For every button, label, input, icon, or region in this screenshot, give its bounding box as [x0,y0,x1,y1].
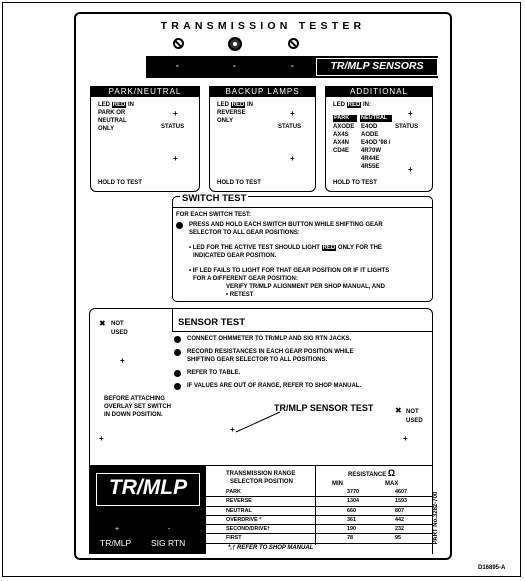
ad-col2-item: E4OD [361,124,378,130]
table-cell-min: 1304 [347,498,359,505]
sensor-step2-bullet [174,349,181,356]
tr-mlp-big-title: TR/MLP [108,476,188,499]
ad-col2-item: 4R55E [361,164,380,170]
table-row [206,506,433,515]
bk-hold[interactable]: HOLD TO TEST [217,180,261,186]
table-cell-max: 807 [395,507,404,514]
ad-col1-head: PARK [334,115,350,121]
table-max-head: MAX [385,481,399,487]
bk-led-line: LED RED IN [217,102,254,108]
switch-b1-c: INDICATED GEAR POSITION. [193,253,277,259]
switch-intro: FOR EACH SWITCH TEST: [176,212,251,218]
jack-right-mark: - [168,526,171,533]
switch-test-rule [172,207,433,208]
pn-led-line: LED RED IN [98,102,135,108]
ad-led-line: LED RED IN: [333,102,372,108]
figure-id: D16895-A [478,565,506,571]
knob-center-icon[interactable] [228,37,242,51]
table-row [206,515,433,524]
panel-additional-title: ADDITIONAL [325,86,433,97]
switch-b2-a: • IF LED FAILS TO LIGHT FOR THAT GEAR POSITION OR IF IT LIGHTS [189,268,390,274]
table-min-head: MIN [332,481,343,487]
sensor-step1: CONNECT OHMMETER TO TR/MLP AND SIG RTN JACKS. [187,336,352,342]
table-cell-min: 660 [347,507,356,514]
sensor-leader-line [228,410,288,436]
before-attaching-c: IN DOWN POSITION. [104,412,163,418]
ad-col2-item: E4OD '98 / [361,140,391,146]
part-number: PART No.3282-700 [433,491,439,545]
ad-col1-item: CD4E [333,148,350,154]
knob-right-icon[interactable] [288,38,299,49]
pn-line2: PARK OR [98,110,126,116]
ad-led-plus: + [408,109,413,118]
switch-test-title: SWITCH TEST [182,193,247,204]
table-row [206,525,433,534]
bottom-right-plus: + [403,434,408,443]
not-used-left-b: USED [111,330,128,336]
switch-b2-c: VERIFY TR/MLP ALIGNMENT PER SHOP MANUAL, AND [226,284,385,290]
tester-title: TRANSMISSION TESTER [160,20,366,32]
table-cell-min: 361 [347,516,356,523]
sensor-step4-bullet [174,383,181,390]
table-row [206,534,433,543]
resistance-table [206,488,433,544]
banner-title: TR/MLP SENSORS [330,60,424,72]
table-cell-pos: SECOND/DRIVE† [226,526,271,533]
table-cell-pos: REVERSE [226,498,252,505]
bottom-left-plus: + [99,434,104,443]
ad-col2-head: NEUTRAL [361,115,388,121]
banner-mark-left: - [176,61,179,70]
ad-col1-item: AX4N [333,140,350,146]
jack-left-mark: + [115,526,120,533]
jack-left-label: TR/MLP [100,538,132,548]
panel-park-neutral-title: PARK/NEUTRAL [90,86,200,97]
ad-col2-item: 4R44E [361,156,380,162]
sensor-step2-a: RECORD RESISTANCES IN EACH GEAR POSITION WHILE [187,349,354,355]
ad-col2-item: 4R70W [361,148,382,154]
ad-col1-item: AXODE [333,124,355,130]
not-used-right-b: USED [406,418,423,424]
switch-b2-d: • RETEST [226,292,254,298]
table-cell-max: 1593 [395,498,407,505]
table-cell-min: 78 [347,535,353,542]
sensor-center-plus: + [230,425,235,434]
ad-status: STATUS [395,124,419,130]
pn-led-plus: + [173,109,178,118]
sensor-test-label: TR/MLP SENSOR TEST [274,403,374,413]
pn-switch-plus: + [173,154,178,163]
pn-hold[interactable]: HOLD TO TEST [98,180,142,186]
sensor-step3: REFER TO TABLE. [187,370,241,376]
pn-line3: NEUTRAL [98,118,127,124]
banner-mark-right: - [291,61,294,70]
table-col-head-b: SELECTOR POSITION [230,479,293,485]
bk-line3: ONLY [217,118,234,124]
before-attaching-a: BEFORE ATTACHING [104,396,165,402]
switch-b1-line: • LED FOR THE ACTIVE TEST SHOULD LIGHT RED ONLY FOR THE [189,245,382,251]
not-used-left-icon: ✖ [99,319,106,328]
not-used-left-a: NOT [111,321,124,327]
table-cell-pos: NEUTRAL [226,507,252,514]
bk-switch-plus: + [290,154,295,163]
table-cell-pos: PARK [226,489,241,495]
bk-line2: REVERSE [217,110,246,116]
jack-right-label: SIG RTN [151,538,186,548]
sensor-step3-bullet [174,370,181,377]
switch-step1-a: PRESS AND HOLD EACH SWITCH BUTTON WHILE SHIFTING GEAR [189,222,383,228]
knob-left-icon[interactable] [173,38,184,49]
ad-switch-plus: + [408,165,413,174]
not-used-right-icon: ✖ [395,406,402,415]
ad-col2-item: AODE [361,132,379,138]
table-cell-min: 190 [347,526,356,533]
bk-status: STATUS [278,124,302,130]
table-row [206,497,433,506]
switch-b2-b: FOR A DIFFERENT GEAR POSITION: [193,276,298,282]
ad-col1-item: AX4S [333,132,349,138]
table-col-head-a: TRANSMISSION RANGE [226,471,296,477]
sensor-step1-bullet [174,336,181,343]
pn-line4: ONLY [98,126,115,132]
switch-step1-bullet [176,222,183,229]
before-attaching-b: OVERLAY SET SWITCH [104,404,172,410]
table-cell-max: 442 [395,516,404,523]
not-used-right-a: NOT [406,409,419,415]
table-cell-max: 232 [395,526,404,533]
table-footnote: *,† REFER TO SHOP MANUAL [228,545,314,551]
table-res-head: RESISTANCE Ω [348,468,396,478]
banner-mark-mid: - [233,61,236,70]
sensor-step2-b: SHIFTING GEAR SELECTOR TO ALL POSITIONS. [187,357,328,363]
left-jack-plus: + [120,356,125,365]
switch-step1-b: SELECTOR TO ALL GEAR POSITIONS: [189,230,300,236]
table-cell-pos: OVERDRIVE * [226,516,262,523]
sensor-step4: IF VALUES ARE OUT OF RANGE, REFER TO SHOP MANUAL. [187,383,362,389]
sensor-test-title: SENSOR TEST [178,317,246,328]
bk-led-plus: + [290,109,295,118]
table-cell-min: 3770 [347,489,359,495]
table-row [206,488,433,497]
panel-backup-title: BACKUP LAMPS [209,86,316,97]
pn-status: STATUS [161,124,185,130]
ad-hold[interactable]: HOLD TO TEST [333,180,377,186]
table-cell-max: 4607 [395,489,407,495]
table-cell-max: 95 [395,535,401,542]
table-cell-pos: FIRST [226,535,242,542]
